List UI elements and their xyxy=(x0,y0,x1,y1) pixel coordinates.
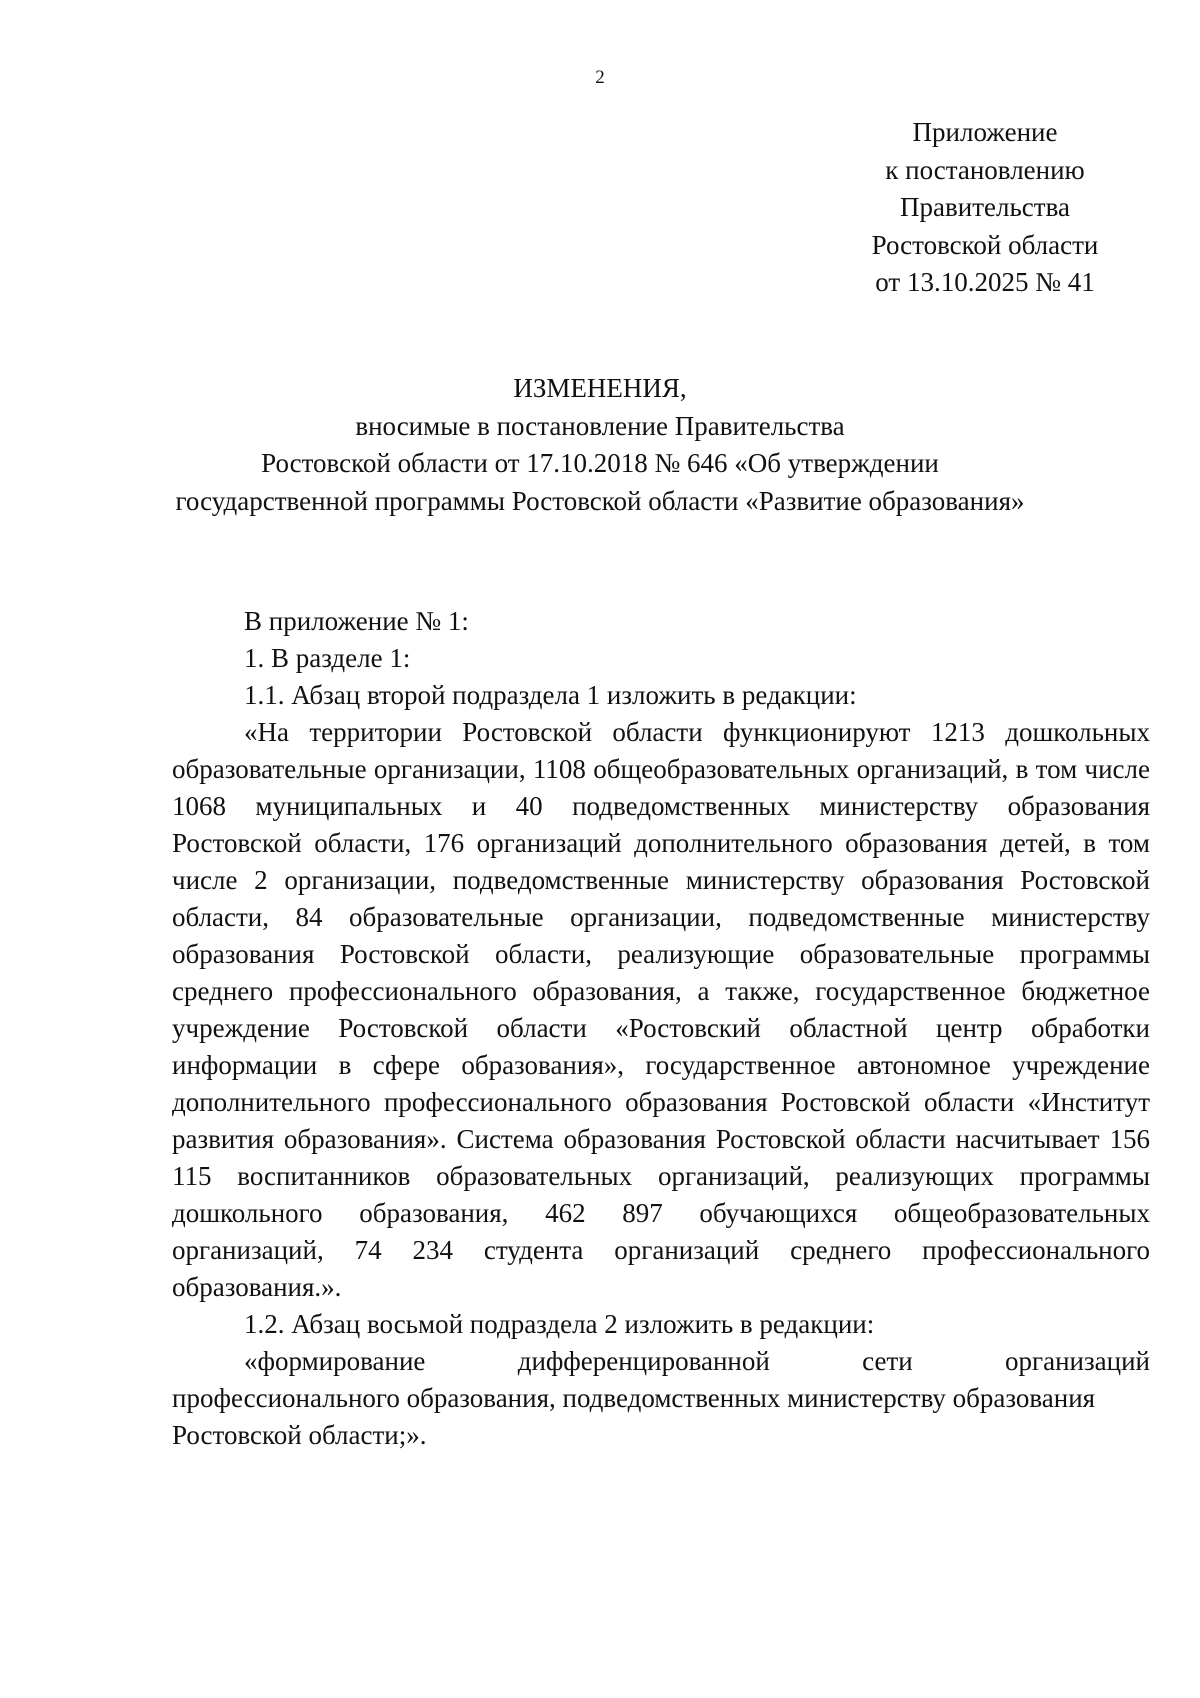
paragraph-new-text-1: «На территории Ростовской области функционируют 1213 дошкольных образовательные организации, 1108 общеобразовательных организаций, в том числе 1068 муниципальных и 40 подведомственных министерству образования Ростовской области, 176 организаций дополнительного образования детей, в том числе 2 организации, подведомственные министерству образования Ростовской области, 84 образовательные организации, подведомственные министерству образования Ростовской области, реализующие образовательные программы среднего профессионального образования, а также, государственное бюджетное учреждение Ростовской области «Ростовский областной центр обработки информации в сфере образования», государственное автономное учреждение дополнительного профессионального образования Ростовской области «Институт развития образования». Система образования Ростовской области насчитывает 156 115 воспитанников образовательных организаций, реализующих программы дошкольного образования, 462 897 обучающихся общеобразовательных организаций, 74 234 студента организаций среднего профессионального образования.». xyxy=(172,717,1150,1302)
paragraph-item-1-1: 1.1. Абзац второй подраздела 1 изложить в редакции: xyxy=(244,680,857,710)
paragraph-new-text-2-rest: профессионального образования, подведомственных министерству образования Ростовской области;». xyxy=(172,1383,1096,1450)
document-body xyxy=(172,603,1150,1454)
page-number: 2 xyxy=(595,67,605,88)
appendix-date-number: от 13.10.2025 № 41 xyxy=(875,267,1095,297)
document-title xyxy=(0,370,1200,520)
document-subtitle-line-3: государственной программы Ростовской области «Развитие образования» xyxy=(175,485,1025,516)
document-subtitle-line-2: Ростовской области от 17.10.2018 № 646 «Об утверждении xyxy=(261,448,939,478)
paragraph-new-text-2-line-1: «формирование дифференцированной сети организаций xyxy=(244,1346,1150,1376)
document-heading: ИЗМЕНЕНИЯ, xyxy=(513,373,687,403)
appendix-reference-line: к постановлению xyxy=(885,154,1085,185)
paragraph-appendix-ref: В приложение № 1: xyxy=(244,606,469,636)
document-subtitle-line-1: вносимые в постановление Правительства xyxy=(355,410,845,441)
appendix-government-line: Правительства xyxy=(900,192,1070,222)
appendix-title: Приложение xyxy=(912,117,1058,147)
paragraph-item-1-2: 1.2. Абзац восьмой подраздела 2 изложить в редакции: xyxy=(244,1309,875,1339)
appendix-header xyxy=(830,114,1140,302)
appendix-region-line: Ростовской области xyxy=(871,229,1099,260)
paragraph-section-1: 1. В разделе 1: xyxy=(244,643,411,673)
